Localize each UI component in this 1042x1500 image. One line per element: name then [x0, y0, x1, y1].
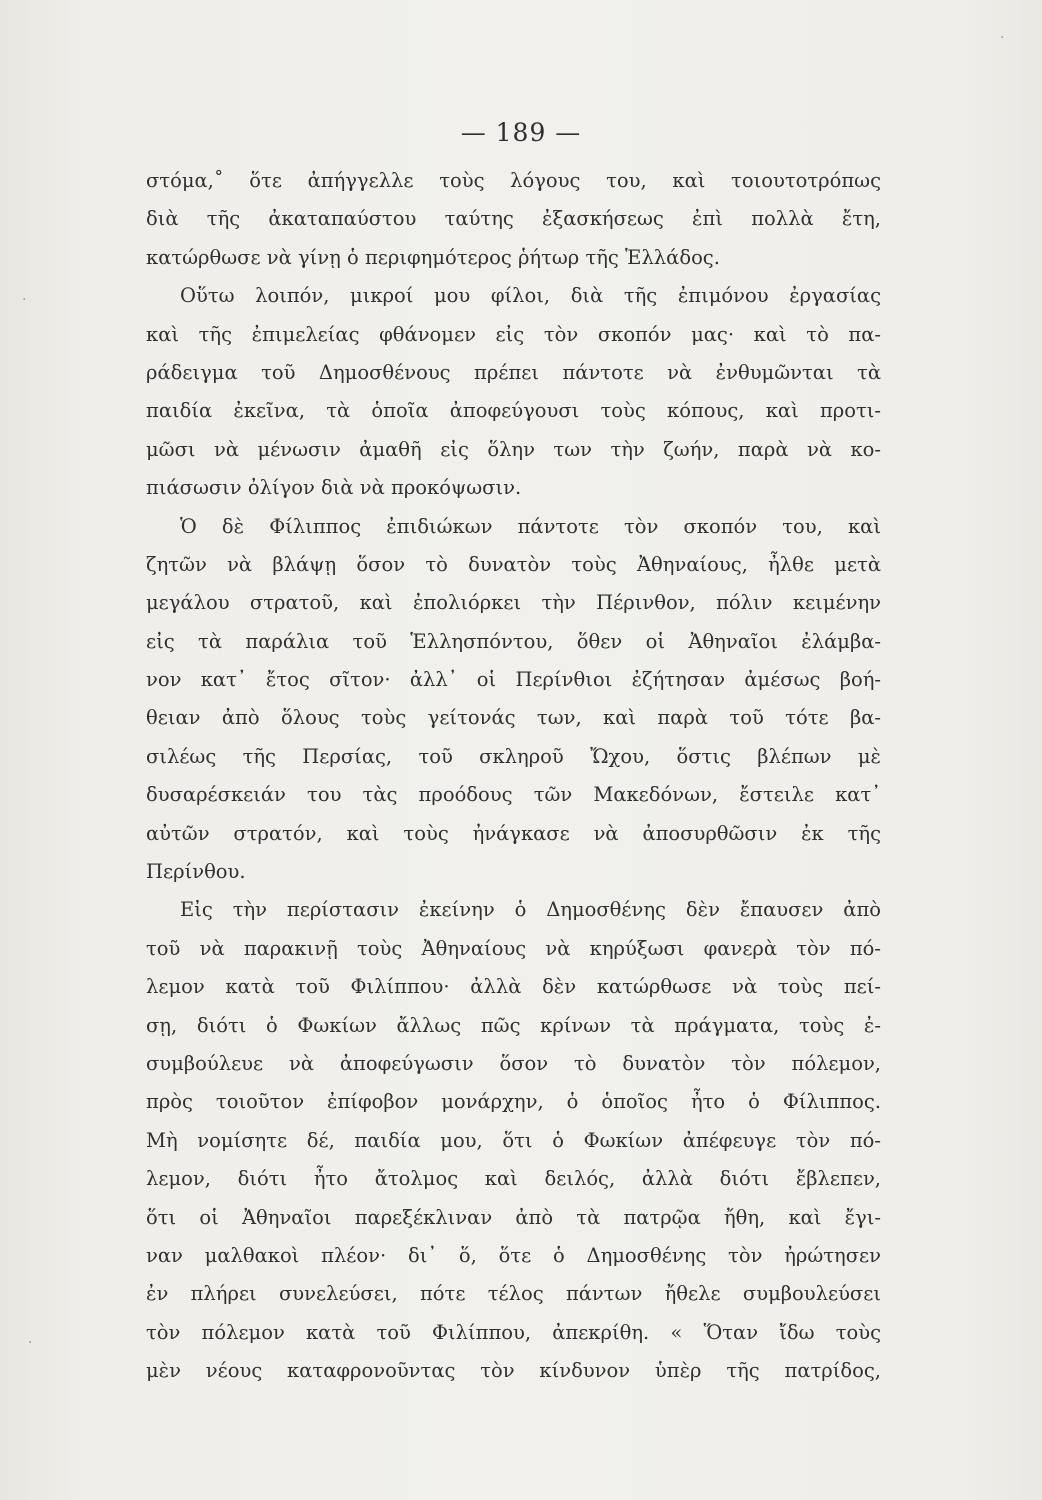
- text-line: εἰς τὰ παράλια τοῦ Ἑλλησπόντου, ὅθεν οἱ Ἀθηναῖοι ἐλάμβα-: [146, 629, 881, 653]
- text-line: δυσαρέσκειάν του τὰς προόδους τῶν Μακεδόνων, ἔστειλε κατ᾽: [146, 783, 881, 807]
- text-line: παιδία ἐκεῖνα, τὰ ὁποῖα ἀποφεύγουσι τοὺς κόπους, καὶ προτι-: [146, 399, 881, 423]
- text-line: μεγάλου στρατοῦ, καὶ ἐπολιόρκει τὴν Πέρινθον, πόλιν κειμένην: [146, 591, 881, 615]
- text-line: πιάσωσιν ὀλίγον διὰ νὰ προκόψωσιν.: [146, 476, 522, 500]
- text-line: καὶ τῆς ἐπιμελείας φθάνομεν εἰς τὸν σκοπόν μας· καὶ τὸ πα-: [146, 322, 881, 346]
- text-line: ζητῶν νὰ βλάψῃ ὅσον τὸ δυνατὸν τοὺς Ἀθηναίους, ἦλθε μετὰ: [146, 552, 881, 576]
- text-line: λεμον κατὰ τοῦ Φιλίππου· ἀλλὰ δὲν κατώρθωσε νὰ τοὺς πεί-: [146, 975, 881, 999]
- text-line: τὸν πόλεμον κατὰ τοῦ Φιλίππου, ἀπεκρίθη. « Ὅταν ἴδω τοὺς: [146, 1320, 881, 1344]
- margin-mark: ·: [22, 292, 27, 308]
- text-line: Περίνθου.: [146, 860, 246, 884]
- margin-mark: ·: [28, 1335, 33, 1351]
- text-line: διὰ τῆς ἀκαταπαύστου ταύτης ἐξασκήσεως ἐπὶ πολλὰ ἔτη,: [146, 207, 881, 231]
- page-number: — 189 —: [460, 118, 582, 147]
- text-line: τοῦ νὰ παρακινῇ τοὺς Ἀθηναίους νὰ κηρύξωσι φανερὰ τὸν πό-: [146, 936, 881, 960]
- text-line: αὐτῶν στρατόν, καὶ τοὺς ἠνάγκασε νὰ ἀποσυρθῶσιν ἐκ τῆς: [146, 821, 881, 845]
- page-edge-speck: ·: [1000, 30, 1005, 46]
- text-line: πρὸς τοιοῦτον ἐπίφοβον μονάρχην, ὁ ὁποῖος ἦτο ὁ Φίλιππος.: [146, 1090, 881, 1114]
- text-line: σιλέως τῆς Περσίας, τοῦ σκληροῦ Ὤχου, ὅστις βλέπων μὲ: [146, 744, 881, 768]
- text-line: ὅτι οἱ Ἀθηναῖοι παρεξέκλιναν ἀπὸ τὰ πατρῷα ἤθη, καὶ ἔγι-: [146, 1205, 881, 1229]
- text-line: ναν μαλθακοὶ πλέον· δι᾽ ὅ, ὅτε ὁ Δημοσθένης τὸν ἠρώτησεν: [146, 1243, 881, 1267]
- text-line: ράδειγμα τοῦ Δημοσθένους πρέπει πάντοτε νὰ ἐνθυμῶνται τὰ: [146, 360, 881, 384]
- text-line: σῃ, διότι ὁ Φωκίων ἄλλως πῶς κρίνων τὰ πράγματα, τοὺς ἐ-: [146, 1013, 881, 1037]
- text-line: μῶσι νὰ μένωσιν ἀμαθῆ εἰς ὅλην των τὴν ζωήν, παρὰ νὰ κο-: [146, 437, 881, 461]
- text-line: Μὴ νομίσητε δέ, παιδία μου, ὅτι ὁ Φωκίων ἀπέφευγε τὸν πό-: [146, 1128, 881, 1152]
- paragraph-start-line: Εἰς τὴν περίστασιν ἐκείνην ὁ Δημοσθένης δὲν ἔπαυσεν ἀπὸ: [180, 898, 881, 922]
- text-line: συμβούλευε νὰ ἀποφεύγωσιν ὅσον τὸ δυνατὸν τὸν πόλεμον,: [146, 1051, 881, 1075]
- paragraph-start-line: Οὕτω λοιπόν, μικροί μου φίλοι, διὰ τῆς ἐπιμόνου ἐργασίας: [180, 284, 881, 308]
- text-line: μὲν νέους καταφρονοῦντας τὸν κίνδυνον ὑπὲρ τῆς πατρίδος,: [146, 1359, 881, 1383]
- body-text: [146, 162, 881, 1391]
- text-line: νον κατ᾽ ἔτος σῖτον· ἀλλ᾽ οἱ Περίνθιοι ἐζήτησαν ἀμέσως βοή-: [146, 668, 881, 692]
- text-line: λεμον, διότι ἦτο ἄτολμος καὶ δειλός, ἀλλὰ διότι ἔβλεπεν,: [146, 1167, 881, 1191]
- paragraph-start-line: Ὁ δὲ Φίλιππος ἐπιδιώκων πάντοτε τὸν σκοπόν του, καὶ: [180, 514, 881, 538]
- text-line: θειαν ἀπὸ ὅλους τοὺς γείτονάς των, καὶ παρὰ τοῦ τότε βα-: [146, 706, 881, 730]
- text-line: στόμα,˚ ὅτε ἀπήγγελλε τοὺς λόγους του, καὶ τοιουτοτρόπως: [146, 169, 881, 192]
- text-line: ἐν πλήρει συνελεύσει, πότε τέλος πάντων ἤθελε συμβουλεύσει: [146, 1282, 881, 1306]
- text-line: κατώρθωσε νὰ γίνῃ ὁ περιφημότερος ῥήτωρ τῆς Ἑλλάδος.: [146, 245, 720, 269]
